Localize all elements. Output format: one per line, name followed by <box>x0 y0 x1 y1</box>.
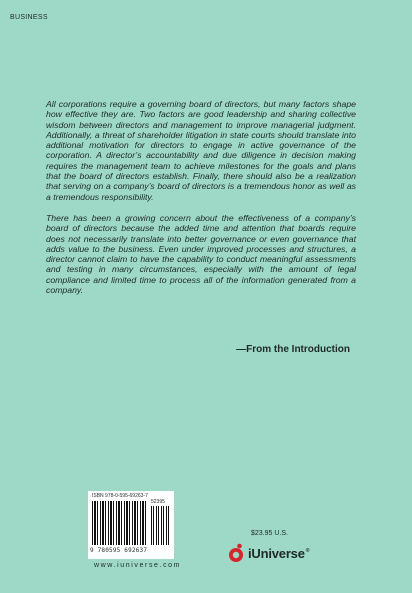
barcode-addon-number: 52395 <box>151 499 165 505</box>
publisher-logo <box>228 540 309 566</box>
publisher-name: iUniverse® <box>248 545 310 561</box>
iuniverse-logo-icon <box>228 543 244 563</box>
barcode-bars <box>92 501 148 545</box>
category-label: BUSINESS <box>10 14 48 21</box>
blurb <box>46 99 356 306</box>
price: $23.95 U.S. <box>251 530 288 537</box>
barcode-digits: 9 780595 692637 <box>90 547 148 554</box>
barcode <box>88 491 174 559</box>
attribution: —From the Introduction <box>236 344 350 355</box>
isbn-text: ISBN 978-0-595-69263-7 <box>92 493 148 499</box>
blurb-paragraph-2: There has been a growing concern about the effectiveness of a company’s board of directors because the added time and attention that boards require does not necessarily translate into better governance or even governance that adds value to the business. Even under improved processes and structures, a director cannot claim to have the capability to conduct meaningful assessments and testing in many circumstances, especially with the amount of legal compliance and limited time to process all of the information generated from a company. <box>46 212 356 296</box>
barcode-addon-bars <box>151 506 171 545</box>
publisher-website: www.iuniverse.com <box>94 562 182 569</box>
blurb-paragraph-1: All corporations require a governing board of directors, but many factors shape how effective they are. Two factors are good leadership and sharing collective wisdom between directors and management to improve managerial judgment. Additionally, a threat of shareholder litigation in state courts should translate into additional motivation for directors to engage in active governance of the corporation. A director’s accountability and due diligence in decision making requires the management team to achieve milestones for the goals and plans that the board of directors establish. Finally, there should also be a realization that serving on a company’s board of directors is a tremendous honor as well as a tremendous responsibility. <box>46 99 356 202</box>
